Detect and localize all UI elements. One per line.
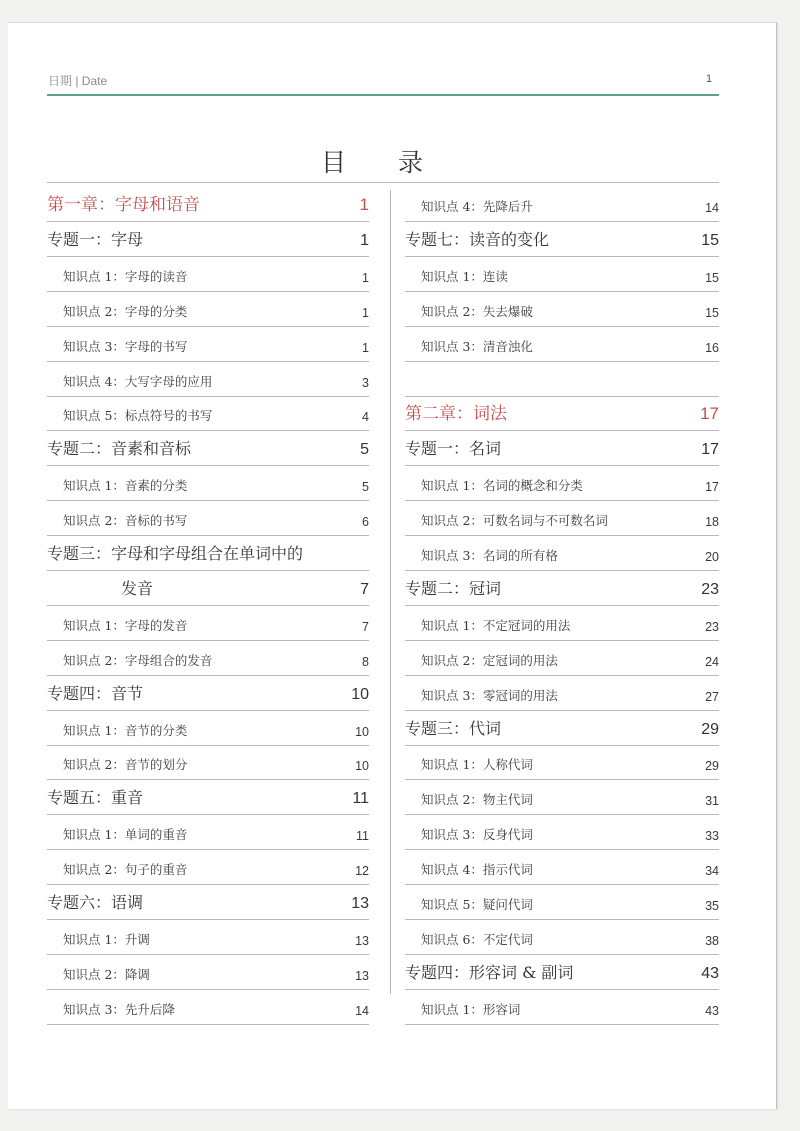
entry-title: 知识点 2：音节的划分 [63,757,188,773]
entry-title: 专题三：字母和字母组合在单词中的 [47,544,304,563]
knowledge-point [405,502,719,536]
knowledge-point [405,781,719,815]
topic-heading [47,886,369,920]
topic-heading [405,432,719,466]
entry-page-number: 27 [705,689,719,704]
knowledge-point [47,607,369,641]
knowledge-point [405,816,719,850]
entry-title: 知识点 2：可数名词与不可数名词 [421,513,608,529]
entry-page-number: 11 [352,790,369,808]
entry-title: 知识点 1：单词的重音 [63,827,188,843]
entry-title: 知识点 2：字母组合的发音 [63,652,213,668]
entry-page-number: 13 [351,895,369,912]
entry-page-number: 38 [705,933,719,948]
entry-title: 知识点 3：零冠词的用法 [421,687,558,703]
entry-page-number: 15 [705,270,719,285]
entry-title: 知识点 1：名词的概念和分类 [421,478,583,494]
topic-heading [47,537,369,571]
entry-title: 专题一：名词 [405,439,502,459]
chapter-heading [405,397,719,431]
entry-page-number: 1 [362,340,369,355]
entry-title: 专题二：冠词 [405,578,502,598]
entry-title: 专题七：读音的变化 [405,229,550,249]
entry-page-number: 13 [355,968,369,983]
entry-page-number: 24 [705,654,719,669]
entry-page-number: 43 [705,1003,719,1018]
entry-title: 知识点 4：大写字母的应用 [63,373,213,389]
entry-page-number: 17 [705,480,719,495]
knowledge-point [47,746,369,780]
entry-page-number: 15 [701,231,719,249]
entry-title: 第一章：字母和语音 [47,195,200,215]
entry-page-number: 1 [360,231,369,249]
entry-title: 知识点 4：指示代词 [421,862,533,878]
header-rule [47,94,719,96]
entry-title: 专题五：重音 [47,788,144,808]
entry-page-number: 5 [360,441,369,459]
entry-page-number: 35 [705,899,719,913]
chapter-heading [47,188,369,222]
knowledge-point [47,363,369,397]
blank-line [405,363,719,397]
knowledge-point [47,921,369,955]
entry-title: 第二章：词法 [405,404,507,425]
title-line [47,149,719,183]
entry-title: 知识点 1：不定冠词的用法 [421,617,571,633]
page-number: 1 [706,73,713,85]
entry-page-number: 10 [351,685,369,703]
topic-heading [47,432,369,466]
entry-page-number: 12 [355,864,369,879]
entry-title: 知识点 6：不定代词 [421,931,533,947]
entry-page-number: 17 [700,404,719,424]
entry-title: 知识点 1：人称代词 [421,757,533,773]
entry-page-number: 11 [356,829,369,844]
entry-title: 知识点 3：名词的所有格 [421,548,558,563]
entry-page-number: 34 [705,864,719,879]
entry-page-number: 33 [705,829,719,844]
entry-page-number: 29 [701,720,719,738]
knowledge-point [405,188,719,222]
knowledge-point [405,851,719,885]
entry-page-number: 13 [355,933,369,948]
entry-title: 知识点 2：物主代词 [421,792,533,808]
entry-page-number: 18 [705,515,719,530]
topic-heading [47,677,369,711]
entry-page-number: 14 [705,201,719,215]
entry-page-number: 17 [701,441,719,459]
entry-title: 知识点 3：清音浊化 [421,338,533,354]
topic-heading [47,223,369,257]
entry-title: 知识点 2：句子的重音 [63,862,188,878]
entry-page-number: 23 [705,619,719,634]
entry-page-number: 7 [360,580,369,598]
entry-page-number: 7 [362,619,369,634]
entry-page-number: 1 [362,270,369,285]
knowledge-point [47,642,369,676]
entry-page-number: 23 [701,580,719,598]
knowledge-point [47,293,369,327]
entry-title: 知识点 2：降调 [63,966,150,982]
entry-title: 知识点 2：音标的书写 [63,513,188,529]
knowledge-point [47,956,369,990]
knowledge-point [405,328,719,362]
topic-heading [47,781,369,815]
knowledge-point [405,746,719,780]
entry-page-number: 6 [362,515,369,530]
entry-title: 知识点 4：先降后升 [421,199,533,214]
knowledge-point [405,677,719,711]
entry-page-number: 3 [362,375,369,390]
date-label: 日期 | Date [48,74,108,88]
entry-page-number: 4 [362,410,369,425]
entry-title: 知识点 2：定冠词的用法 [421,652,558,668]
knowledge-point [405,607,719,641]
entry-title: 发音 [121,578,154,598]
entry-page-number: 31 [705,794,719,809]
entry-title: 知识点 2：字母的分类 [63,303,188,319]
knowledge-point [47,851,369,885]
entry-title: 专题三：代词 [405,718,502,738]
knowledge-point [47,328,369,362]
entry-page-number: 8 [362,654,369,669]
entry-title: 专题四：音节 [47,683,144,703]
entry-title: 专题一：字母 [47,229,144,249]
entry-title: 知识点 2：失去爆破 [421,303,533,319]
knowledge-point [405,991,719,1025]
knowledge-point [405,467,719,501]
topic-heading-continued [47,572,369,606]
knowledge-point [405,537,719,571]
knowledge-point [47,397,369,431]
entry-title: 专题四：形容词 & 副词 [405,962,574,982]
page-title: 目 录 [321,148,445,177]
entry-title: 知识点 3：字母的书写 [63,338,188,354]
knowledge-point [405,886,719,920]
topic-heading [405,956,719,990]
topic-heading [405,223,719,257]
knowledge-point [47,816,369,850]
entry-page-number: 43 [701,964,719,982]
entry-page-number: 1 [359,195,369,214]
entry-page-number: 20 [705,550,719,564]
knowledge-point [47,467,369,501]
entry-page-number: 29 [705,759,719,774]
knowledge-point [47,712,369,746]
knowledge-point [405,293,719,327]
knowledge-point [405,921,719,955]
entry-page-number: 1 [362,305,369,320]
knowledge-point [405,642,719,676]
entry-page-number: 10 [355,724,369,739]
entry-page-number: 16 [705,340,719,355]
column-divider [390,190,391,994]
entry-title: 知识点 1：字母的读音 [63,268,188,284]
knowledge-point [405,258,719,292]
entry-page-number: 14 [355,1003,369,1018]
entry-title: 知识点 1：音节的分类 [63,722,188,738]
entry-title: 知识点 5：标点符号的书写 [63,408,213,424]
entry-title: 知识点 1：形容词 [421,1001,521,1017]
entry-title: 知识点 1：连读 [421,268,508,284]
entry-page-number: 10 [355,759,369,774]
topic-heading [405,572,719,606]
entry-title: 知识点 1：字母的发音 [63,617,188,633]
entry-title: 知识点 1：升调 [63,931,150,947]
entry-title: 知识点 5：疑问代词 [421,897,533,912]
entry-title: 专题二：音素和音标 [47,439,192,459]
knowledge-point [47,991,369,1025]
entry-title: 知识点 3：反身代词 [421,827,533,843]
entry-page-number: 15 [705,305,719,320]
topic-heading [405,712,719,746]
entry-page-number: 5 [362,480,369,495]
knowledge-point [47,258,369,292]
entry-title [405,390,719,396]
knowledge-point [47,502,369,536]
entry-title: 知识点 1：音素的分类 [63,478,188,494]
entry-title: 知识点 3：先升后降 [63,1001,175,1017]
entry-title: 专题六：语调 [47,893,144,912]
